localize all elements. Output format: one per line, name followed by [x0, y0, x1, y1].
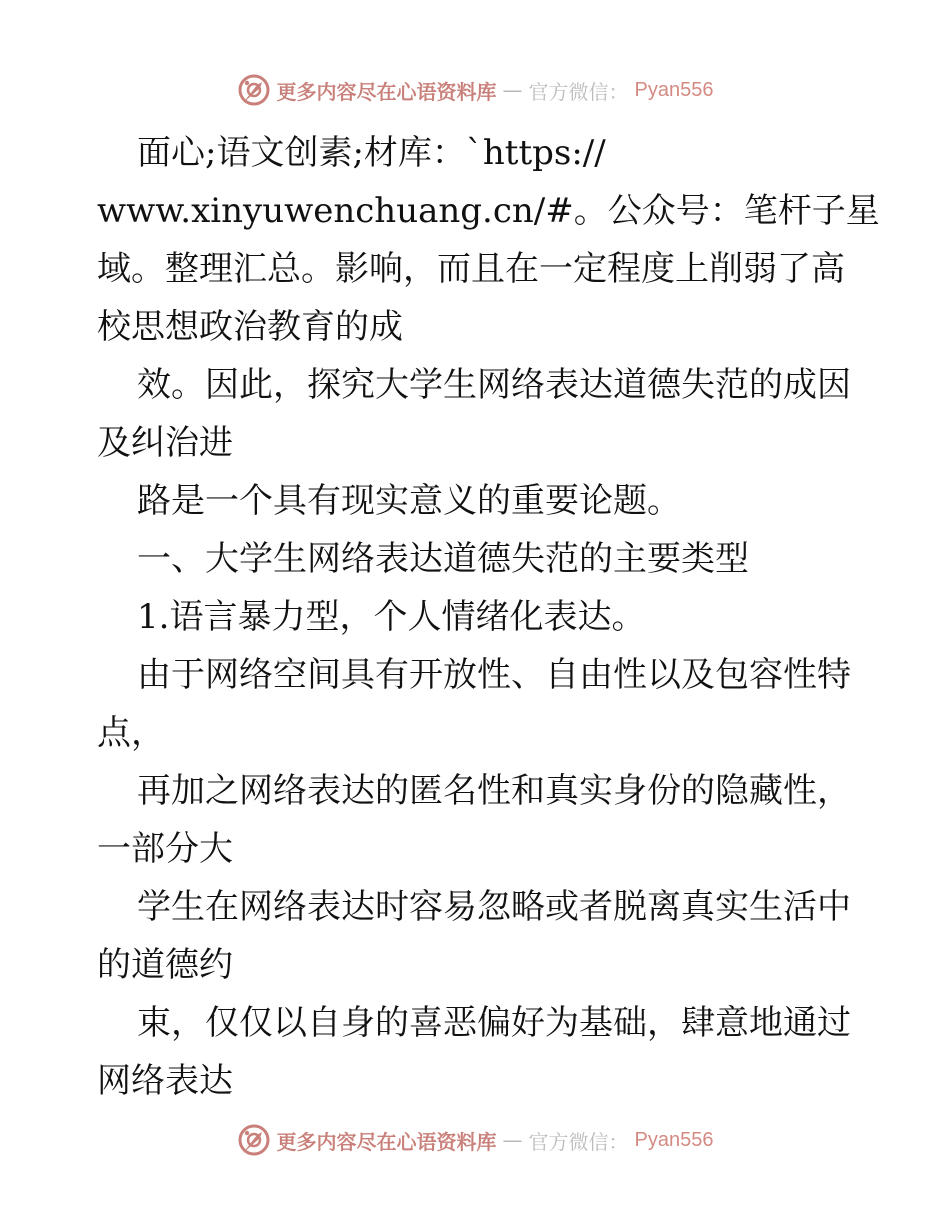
text-line: 校思想政治教育的成	[97, 307, 403, 347]
text-line: 1.语言暴力型，个人情绪化表达。	[137, 597, 646, 637]
watermark-separator: —	[502, 1128, 523, 1152]
footer-watermark	[0, 1120, 950, 1160]
text-line: 路是一个具有现实意义的重要论题。	[137, 481, 681, 521]
text-line: 效。因此，探究大学生网络表达道德失范的成因	[137, 365, 851, 405]
text-line: 再加之网络表达的匿名性和真实身份的隐藏性，	[137, 771, 851, 811]
text-line: 及纠治进	[97, 423, 233, 463]
text-line: www.xinyuwenchuang.cn/#。公众号：笔杆子星	[97, 191, 880, 231]
watermark-title: 更多内容尽在心语资料库	[276, 1129, 497, 1154]
text-line: 网络表达	[97, 1061, 233, 1101]
document-body	[97, 124, 880, 1110]
text-line: 的道德约	[97, 945, 233, 985]
text-line: 面心;语文创素;材库：`https://	[137, 133, 606, 173]
watermark-separator: —	[502, 78, 523, 102]
text-line: 学生在网络表达时容易忽略或者脱离真实生活中	[137, 887, 851, 927]
pen-logo-icon	[237, 73, 271, 107]
watermark-official-label: 官方微信：	[528, 79, 629, 104]
text-line: 域。整理汇总。影响，而且在一定程度上削弱了高	[97, 249, 845, 289]
text-line: 点，	[97, 713, 165, 753]
text-line: 由于网络空间具有开放性、自由性以及包容性特	[137, 655, 851, 695]
watermark-wechat-id: Pyan556	[634, 1128, 714, 1151]
text-line: 束，仅仅以自身的喜恶偏好为基础，肆意地通过	[137, 1003, 851, 1043]
header-watermark	[0, 70, 950, 110]
text-line: 一部分大	[97, 829, 233, 869]
watermark-official-label: 官方微信：	[528, 1129, 629, 1154]
text-line: 一、大学生网络表达道德失范的主要类型	[137, 539, 749, 579]
watermark-title: 更多内容尽在心语资料库	[276, 79, 497, 104]
pen-logo-icon	[237, 1123, 271, 1157]
watermark-wechat-id: Pyan556	[634, 78, 714, 101]
